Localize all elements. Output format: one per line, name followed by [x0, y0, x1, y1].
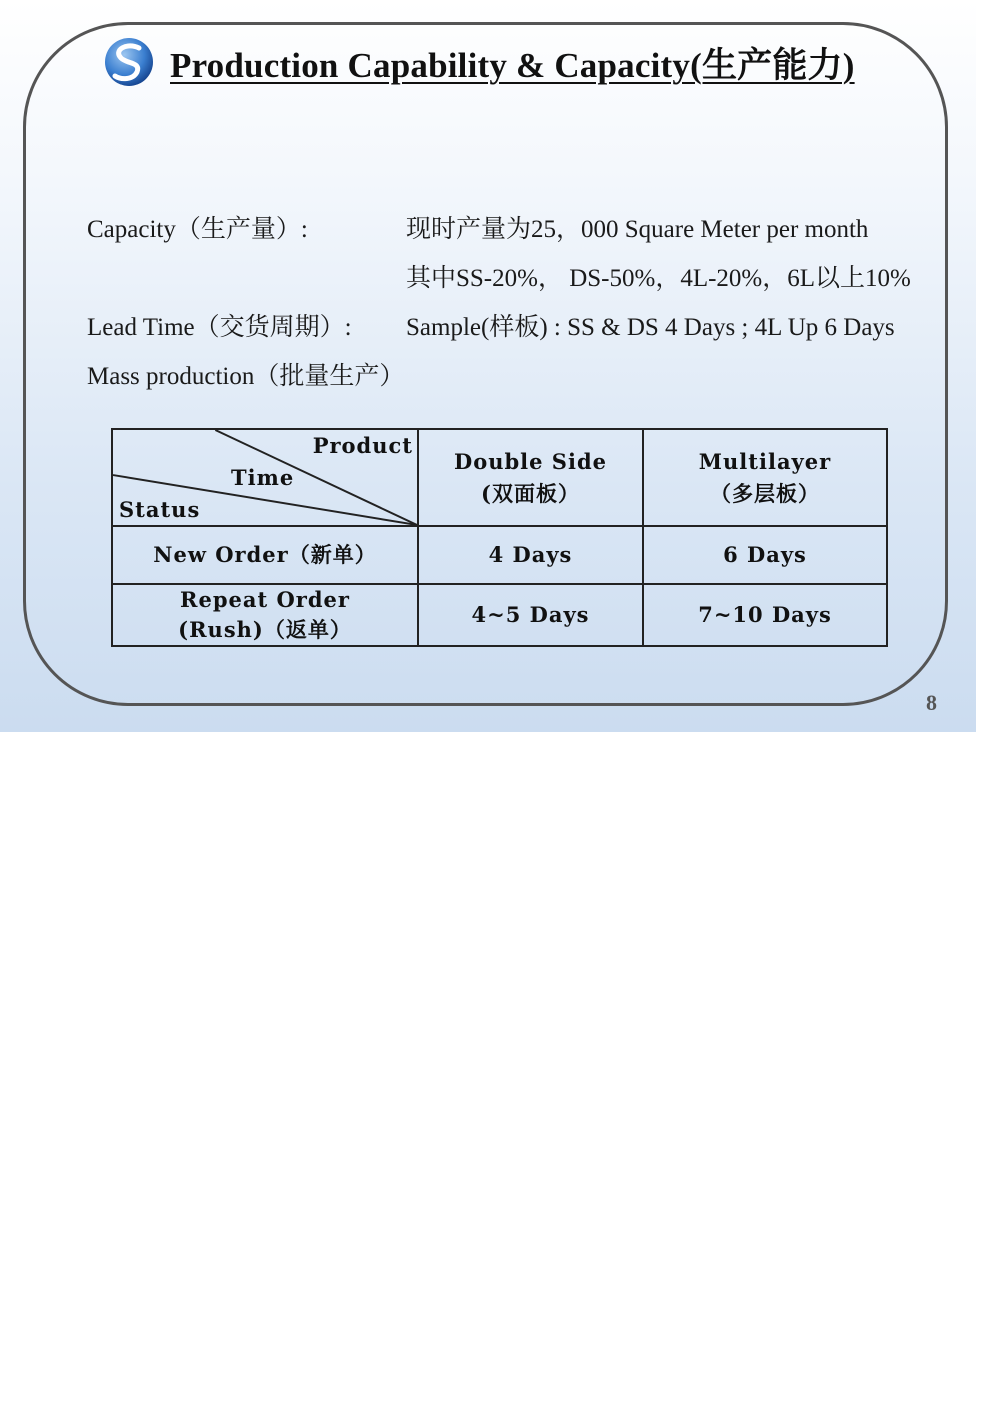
header-multilayer-line1: Multilayer	[698, 448, 832, 474]
corner-time-label: Time	[231, 465, 295, 490]
row-status-line1: New Order（新单）	[153, 542, 377, 567]
row-status-line2: (Rush)（返单）	[178, 617, 352, 642]
table-corner-cell	[112, 429, 418, 526]
corner-product-label: Product	[312, 433, 413, 458]
row-status-repeat-order	[112, 584, 418, 646]
company-logo-icon	[103, 36, 155, 88]
cell-new-order-double-side: 4 Days	[418, 526, 643, 584]
row-status-line1: Repeat Order	[180, 587, 350, 612]
corner-status-label: Status	[119, 497, 201, 522]
page-number: 8	[926, 690, 937, 715]
header-multilayer-line2: （多层板）	[710, 480, 820, 506]
header-double-side	[418, 429, 643, 526]
table-header-row	[112, 429, 887, 526]
cell-new-order-multilayer: 6 Days	[643, 526, 887, 584]
table-row	[112, 526, 887, 584]
cell-repeat-order-double-side: 4~5 Days	[418, 584, 643, 646]
lead-time-value: Sample(样板) : SS & DS 4 Days ; 4L Up 6 Days	[406, 314, 895, 341]
row-status-new-order	[112, 526, 418, 584]
capacity-value-1: 现时产量为25，000 Square Meter per month	[406, 216, 869, 243]
production-table	[111, 428, 888, 647]
mass-production-label: Mass production（批量生产）	[87, 363, 405, 390]
capacity-value-2: 其中SS-20%， DS-50%，4L-20%，6L以上10%	[406, 265, 911, 292]
header-double-side-line1: Double Side	[453, 448, 607, 474]
slide-title: Production Capability & Capacity(生产能力)	[170, 46, 855, 85]
header-double-side-line2: (双面板）	[481, 480, 580, 506]
header-multilayer	[643, 429, 887, 526]
table-row	[112, 584, 887, 646]
capacity-label: Capacity（生产量）:	[87, 216, 308, 243]
lead-time-label: Lead Time（交货周期）:	[87, 314, 352, 341]
cell-repeat-order-multilayer: 7~10 Days	[643, 584, 887, 646]
